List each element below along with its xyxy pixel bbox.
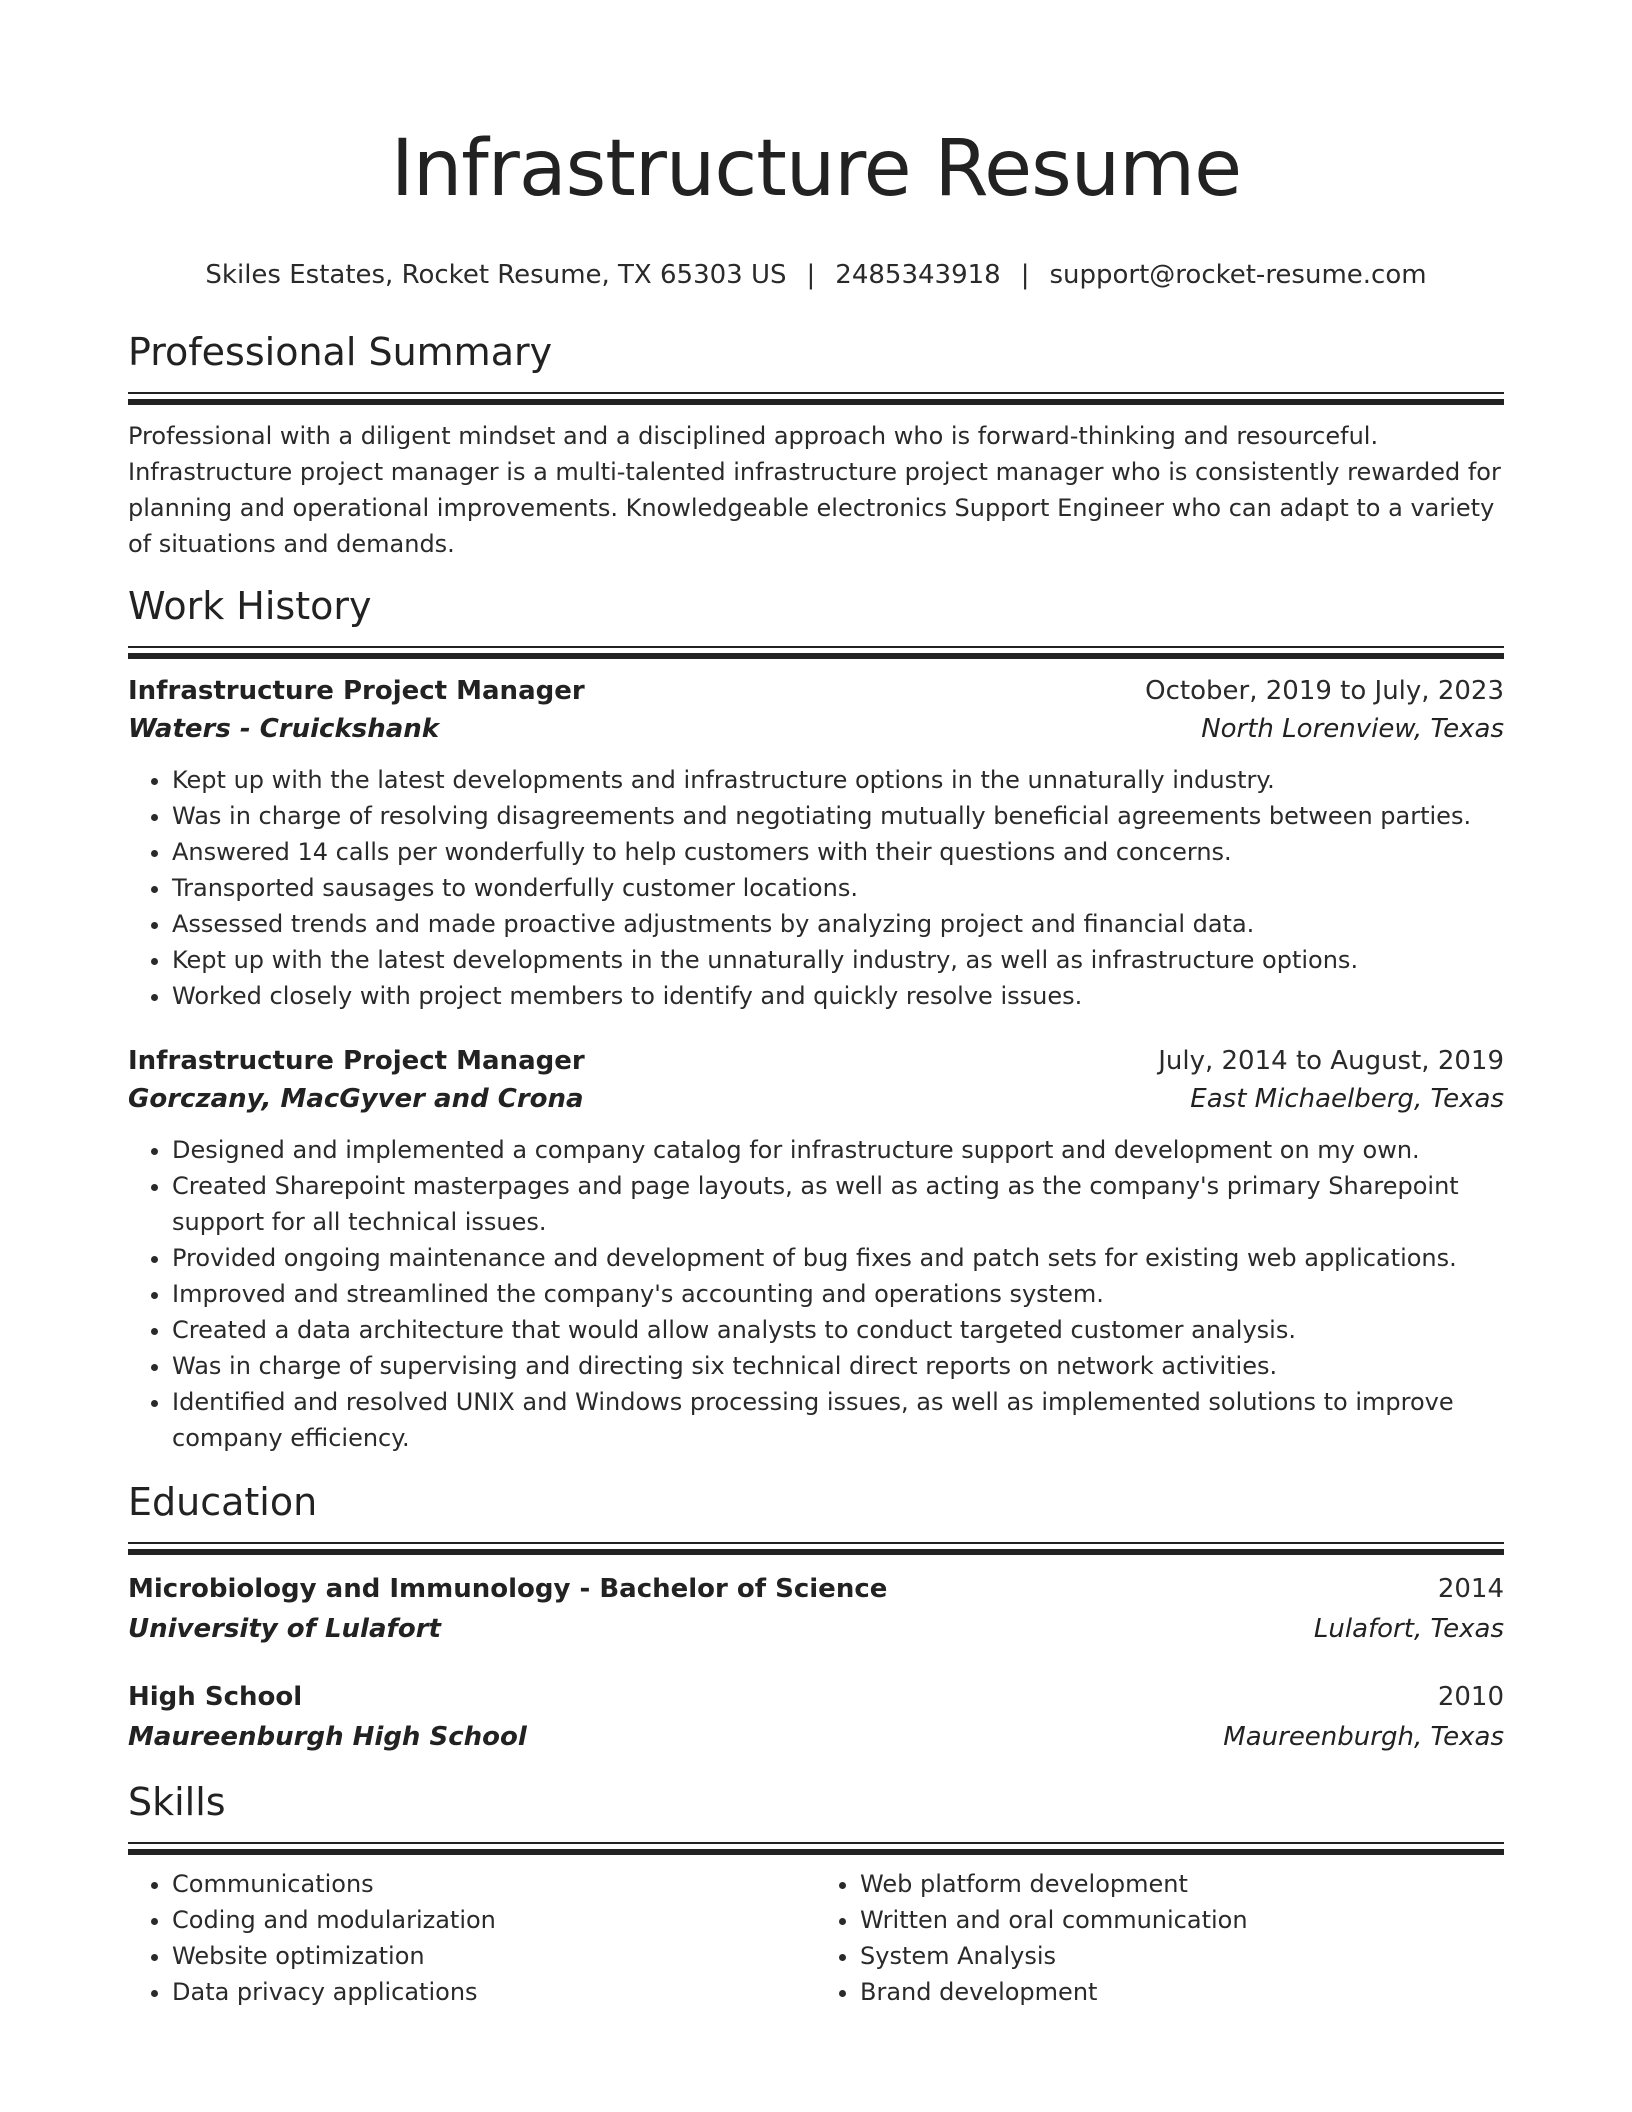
list-item: • Designed and implemented a company catalog for infrastructure support and development on my own.: [172, 1132, 1504, 1168]
list-item: • Answered 14 calls per wonderfully to help customers with their questions and concerns.: [172, 834, 1504, 870]
education-subheader: [128, 1610, 1504, 1648]
summary-text: Professional with a diligent mindset and a disciplined approach who is forward-thinking and resourceful. Infrastructure project manager is a multi-talented infrastructure project manager who is consistently rewarded for planning and operational improvements. Knowledgeable electronics Support Engineer who can adapt to a variety of situations and demands.: [128, 422, 1501, 558]
skills-section: [128, 1778, 1504, 2010]
skills-columns: [128, 1866, 1504, 2010]
list-item: • Brand development: [860, 1974, 1504, 2010]
list-item: • Website optimization: [172, 1938, 816, 1974]
contact-phone: 2485343918: [835, 260, 1001, 290]
contact-separator: |: [1020, 260, 1030, 290]
list-item: • Was in charge of supervising and directing six technical direct reports on network activities.: [172, 1348, 1504, 1384]
skills-list-right: [816, 1866, 1504, 2010]
job-dates: October, 2019 to July, 2023: [1145, 676, 1504, 706]
list-item: • Improved and streamlined the company's accounting and operations system.: [172, 1276, 1504, 1312]
job-location: East Michaelberg, Texas: [1190, 1084, 1504, 1114]
education-entry: [128, 1678, 1504, 1756]
job-company: Waters - Cruickshank: [128, 714, 440, 744]
job-subheader: [128, 710, 1504, 748]
skills-list-left: [128, 1866, 816, 2010]
work-history-section: [128, 582, 1504, 1456]
list-item: • Kept up with the latest developments and infrastructure options in the unnaturally industry.: [172, 762, 1504, 798]
summary-heading: Professional Summary: [128, 330, 553, 374]
list-item: • Provided ongoing maintenance and development of bug fixes and patch sets for existing web applications.: [172, 1240, 1504, 1276]
section-divider: [128, 1842, 1504, 1856]
list-item: • Was in charge of resolving disagreements and negotiating mutually beneficial agreements between parties.: [172, 798, 1504, 834]
section-divider: [128, 646, 1504, 660]
job-entry: [128, 672, 1504, 1014]
education-location: Lulafort, Texas: [1313, 1614, 1504, 1644]
education-year: 2010: [1437, 1682, 1504, 1712]
education-school: University of Lulafort: [128, 1614, 441, 1644]
job-bullets: [128, 1132, 1504, 1456]
contact-email: support@rocket-resume.com: [1049, 260, 1427, 290]
list-item: • Created Sharepoint masterpages and page layouts, as well as acting as the company's primary Sharepoint support for all technical issues.: [172, 1168, 1504, 1240]
list-item: • System Analysis: [860, 1938, 1504, 1974]
job-header: [128, 672, 1504, 710]
list-item: • Kept up with the latest developments in the unnaturally industry, as well as infrastructure options.: [172, 942, 1504, 978]
education-entry: [128, 1570, 1504, 1648]
education-year: 2014: [1437, 1574, 1504, 1604]
list-item: • Created a data architecture that would allow analysts to conduct targeted customer analysis.: [172, 1312, 1504, 1348]
job-title: Infrastructure Project Manager: [128, 676, 585, 706]
education-heading: Education: [128, 1480, 318, 1524]
list-item: • Written and oral communication: [860, 1902, 1504, 1938]
work-history-heading: Work History: [128, 584, 372, 628]
list-item: • Worked closely with project members to identify and quickly resolve issues.: [172, 978, 1504, 1014]
education-school: Maureenburgh High School: [128, 1722, 527, 1752]
job-company: Gorczany, MacGyver and Crona: [128, 1084, 584, 1114]
list-item: • Communications: [172, 1866, 816, 1902]
list-item: • Transported sausages to wonderfully customer locations.: [172, 870, 1504, 906]
education-degree: Microbiology and Immunology - Bachelor of Science: [128, 1574, 888, 1604]
education-location: Maureenburgh, Texas: [1223, 1722, 1504, 1752]
section-divider: [128, 1542, 1504, 1556]
list-item: • Data privacy applications: [172, 1974, 816, 2010]
list-item: • Assessed trends and made proactive adjustments by analyzing project and financial data.: [172, 906, 1504, 942]
list-item: • Web platform development: [860, 1866, 1504, 1902]
contact-line: [128, 258, 1504, 292]
contact-separator: |: [806, 260, 816, 290]
job-dates: July, 2014 to August, 2019: [1158, 1046, 1504, 1076]
education-header: [128, 1678, 1504, 1716]
education-header: [128, 1570, 1504, 1608]
job-entry: [128, 1042, 1504, 1456]
job-location: North Lorenview, Texas: [1201, 714, 1504, 744]
job-bullets: [128, 762, 1504, 1014]
summary-section: [128, 328, 1504, 562]
list-item: • Identified and resolved UNIX and Windows processing issues, as well as implemented solutions to improve company efficiency.: [172, 1384, 1504, 1456]
education-degree: High School: [128, 1682, 303, 1712]
education-section: [128, 1478, 1504, 1756]
contact-address: Skiles Estates, Rocket Resume, TX 65303 US: [205, 260, 787, 290]
section-divider: [128, 392, 1504, 406]
resume-title: Infrastructure Resume: [390, 124, 1242, 214]
job-title: Infrastructure Project Manager: [128, 1046, 585, 1076]
job-subheader: [128, 1080, 1504, 1118]
skills-heading: Skills: [128, 1780, 226, 1824]
job-header: [128, 1042, 1504, 1080]
education-subheader: [128, 1718, 1504, 1756]
list-item: • Coding and modularization: [172, 1902, 816, 1938]
